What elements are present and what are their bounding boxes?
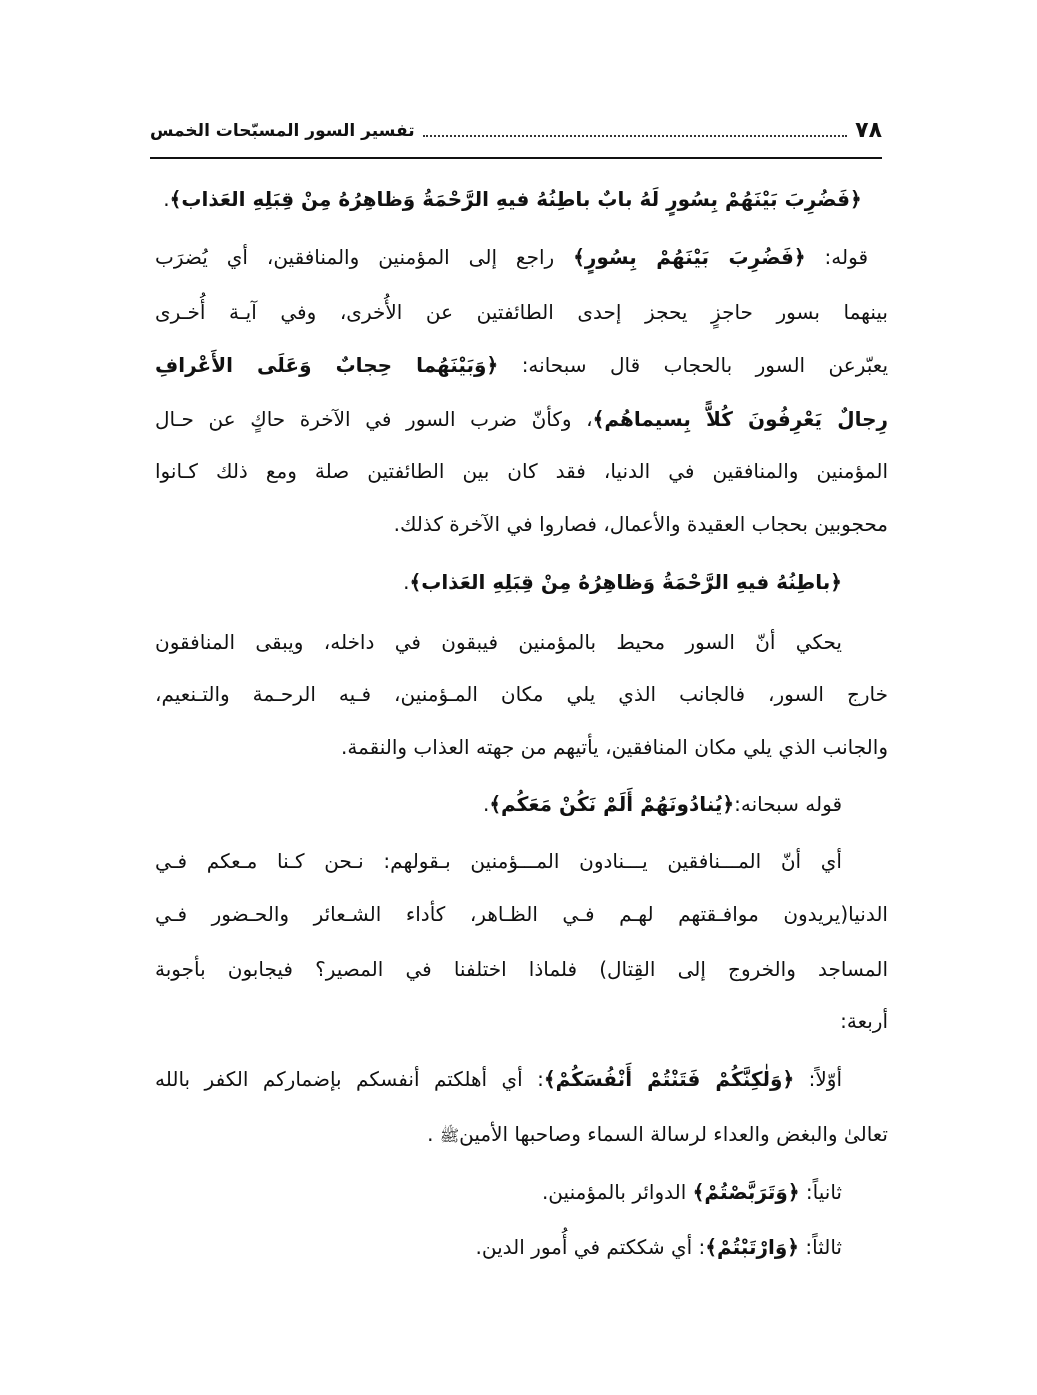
text-line xyxy=(155,668,888,720)
text-span: تعالىٰ والبغض والعداء لرسالة السماء وصاحبها الأمين xyxy=(459,1122,888,1146)
text-span: أوّلاً: xyxy=(794,1067,842,1091)
text-line xyxy=(155,231,868,283)
text-span: : أي شككتم في أُمور الدين. xyxy=(475,1235,706,1259)
text-line xyxy=(155,835,842,887)
text-line xyxy=(155,616,842,668)
text-span: والجانب الذي يلي مكان المنافقين، يأتيهم من جهته العذاب والنقمة. xyxy=(340,735,888,759)
text-span: ثانياً: xyxy=(799,1180,842,1204)
text-span: الدنيا(يريدون موافـقتهم لهـم فـي الظـاهر، كأداء الشـعائر والحـضور فـي xyxy=(155,902,888,926)
text-span: . xyxy=(163,187,170,211)
text-line xyxy=(155,286,888,338)
text-span: . xyxy=(427,1122,440,1146)
quran-quote: ﴿يُنادُونَهُمْ أَلَمْ نَكُنْ مَعَكُم﴾ xyxy=(489,792,735,816)
text-line xyxy=(155,778,842,830)
quran-quote: ﴿وَلٰكِنَّكُمْ فَتَنْتُمْ أَنْفُسَكُمْ﴾ xyxy=(543,1067,795,1091)
page-number: ٧٨ xyxy=(855,118,882,143)
text-span: خارج السور، فالجانب الذي يلي مكان المـؤمنين، فـيه الرحـمة والتـنعيم، xyxy=(155,682,888,706)
quran-quote: ﴿وَتَرَبَّصْتُمْ﴾ xyxy=(692,1180,800,1204)
text-span: المساجد والخروج إلى القِتال) فلماذا اختلفنا في المصير؟ فيجابون بأجوبة xyxy=(155,957,888,981)
text-span: ثالثاً: xyxy=(799,1235,842,1259)
text-line xyxy=(155,888,888,940)
text-span: المؤمنين والمنافقين في الدنيا، فقد كان بين الطائفتين صلة ومع ذلك كـانوا xyxy=(155,459,888,483)
text-line xyxy=(155,1053,842,1105)
text-span: ، وكأنّ ضرب السور في الآخرة حاكٍ عن حـال xyxy=(155,407,593,431)
text-span: الدوائر بالمؤمنين. xyxy=(541,1180,693,1204)
text-line xyxy=(155,393,888,445)
quran-quote: رِجالٌ يَعْرِفُونَ كُلاًّ بِسيماهُم﴾ xyxy=(592,407,888,431)
text-span: يحكي أنّ السور محيط بالمؤمنين فيبقون في داخله، ويبقى المنافقون xyxy=(155,630,842,654)
text-line xyxy=(155,1166,842,1218)
text-line xyxy=(155,721,888,773)
text-span: . xyxy=(403,570,410,594)
text-span: يعبّرعن السور بالحجاب قال سبحانه: xyxy=(498,353,888,377)
salawat-symbol: ﷺ xyxy=(439,1126,460,1145)
text-line xyxy=(155,1108,888,1160)
text-line xyxy=(155,445,888,497)
text-span: قوله: xyxy=(805,245,868,269)
quran-quote: ﴿فَضُرِبَ بَيْنَهُمْ بِسُورٍ﴾ xyxy=(573,245,806,269)
text-span: أربعة: xyxy=(840,1009,888,1033)
quran-quote: ﴿فَضُرِبَ بَيْنَهُمْ بِسُورٍ لَهُ بابٌ باطِنُهُ فيهِ الرَّحْمَةُ وَظاهِرُهُ مِنْ قِبَلِهِ العَذاب﴾ xyxy=(169,187,862,211)
quran-quote: ﴿وَارْتَبْتُمْ﴾ xyxy=(705,1235,800,1259)
text-line xyxy=(155,498,888,550)
text-line xyxy=(155,943,888,995)
text-span: : أي أهلكتم أنفسكم بإضماركم الكفر بالله xyxy=(155,1067,544,1091)
text-span: محجوبين بحجاب العقيدة والأعمال، فصاروا في الآخرة كذلك. xyxy=(393,512,888,536)
text-line xyxy=(155,556,842,608)
text-span: قوله سبحانه: xyxy=(734,792,842,816)
text-span: . xyxy=(482,792,490,816)
text-line xyxy=(155,1221,842,1273)
text-span: بينهما بسور حاجزٍ يحجز إحدى الطائفتين عن الأُخرى، وفي آيـة أُخـرى xyxy=(155,300,888,324)
running-title: تفسير السور المسبّحات الخمس xyxy=(150,121,415,141)
text-span: أي أنّ المـــنافقين يـــنادون المـــؤمنين بـقولهم: نـحن كـنا مـعكم فـي xyxy=(155,849,842,873)
quran-quote: ﴿وَبَيْنَهُما حِجابٌ وَعَلَى الأَعْرافِ xyxy=(155,353,499,377)
text-line xyxy=(155,173,870,225)
text-span: راجع إلى المؤمنين والمنافقين، أي يُضرَب xyxy=(155,245,574,269)
text-line xyxy=(155,339,888,391)
text-line xyxy=(155,995,888,1047)
quran-quote: ﴿باطِنُهُ فيهِ الرَّحْمَةُ وَظاهِرُهُ مِنْ قِبَلِهِ العَذاب﴾ xyxy=(409,570,842,594)
